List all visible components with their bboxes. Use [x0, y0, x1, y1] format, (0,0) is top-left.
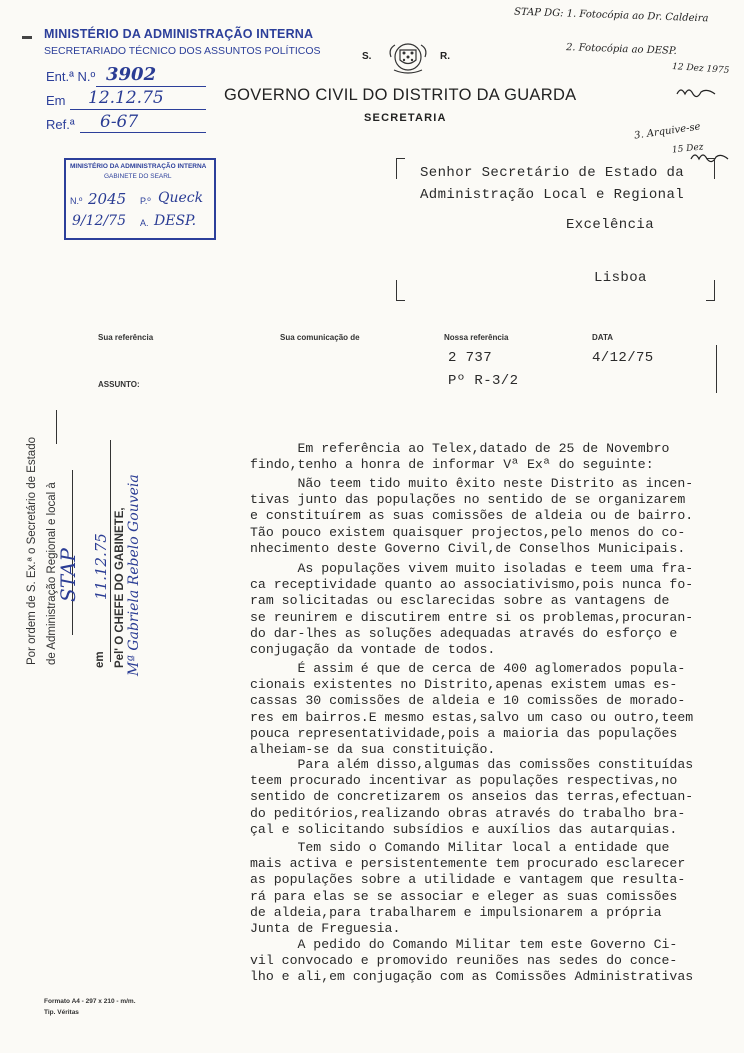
ref-rule: [80, 132, 206, 133]
side-note-rule3: [110, 440, 111, 662]
stamp-date-value: 9/12/75: [72, 213, 126, 229]
body-line: conjugação da vontade de todos.: [250, 642, 496, 658]
body-line: as populações sobre a utilidade e vantagem que resulta-: [250, 872, 686, 888]
body-line: çal e solicitando subsídios e auxílios das autarquias.: [250, 821, 678, 837]
stamp-a-label: A.: [140, 218, 149, 228]
body-line: Para além disso,algumas das comissões constituídas: [250, 757, 694, 772]
body-line: As populações vivem muito isoladas e teem uma fra-: [250, 561, 694, 576]
address-corner-tr: [706, 158, 715, 179]
stamp-gabinete-ministry: MINISTÉRIO DA ADMINISTRAÇÃO INTERNA: [70, 163, 207, 170]
r-mark: R.: [440, 51, 450, 62]
body-line: pouca representatividade,pois a maioria das populações: [250, 725, 678, 741]
body-line: tivas junto das populações no sentido de se organizarem: [250, 492, 686, 508]
body-line: A pedido do Comando Militar tem este Governo Ci-: [250, 937, 678, 952]
body-line: e constituírem as suas comissões de aldeia ou de bairro.: [250, 508, 694, 524]
body-line: sentido de concretizarem os anseios das terras,efectuan-: [250, 789, 694, 805]
data-label: DATA: [592, 333, 614, 342]
ent-value: 3902: [106, 64, 157, 85]
data-value: 4/12/75: [592, 350, 654, 366]
body-line: cionais existentes no Distrito,apenas existem umas es-: [250, 677, 678, 693]
body-paragraph-4: [250, 661, 720, 758]
s-mark: S.: [362, 51, 372, 62]
footer-formato: Formato A4 - 297 x 210 - m/m.: [44, 998, 136, 1005]
side-note-line1: Por ordem de S. Ex.ª o Secretário de Estado: [26, 437, 38, 665]
refs-right-bracket: [712, 345, 717, 393]
body-line: teem procurado incentivar as populações respectivas,no: [250, 773, 678, 789]
stamp-p-value: Queck: [158, 190, 204, 206]
address-corner-br: [706, 280, 715, 301]
side-note-hand-stap: STAP: [56, 548, 80, 602]
side-note-em: em: [94, 651, 106, 668]
em-value: 12.12.75: [88, 88, 164, 108]
body-line: do dar-lhes as soluções adequadas através do esforço e: [250, 625, 678, 641]
side-note-signature: Mª Gabriela Rebelo Gouveia: [126, 474, 142, 676]
address-corner-bl: [396, 280, 405, 301]
page-title: GOVERNO CIVIL DO DISTRITO DA GUARDA: [224, 86, 577, 104]
stamp-no-label: N.º: [70, 196, 83, 206]
annotation-line2: 2. Fotocópia ao DESP.: [565, 42, 677, 57]
hole-punch-mark: [22, 36, 32, 39]
stamp-secretariat: SECRETARIADO TÉCNICO DOS ASSUNTOS POLÍTICOS: [44, 45, 321, 57]
body-line: findo,tenho a honra de informar Vª Exª do seguinte:: [250, 457, 654, 473]
body-line: ram solicitadas ou esclarecidas sobre as vantagens de: [250, 593, 670, 609]
nossa-referencia-label: Nossa referência: [444, 333, 509, 342]
addressee-line1: Senhor Secretário de Estado da: [420, 165, 685, 181]
body-line: cassas 30 comissões de aldeia e 10 comissões de morado-: [250, 693, 686, 709]
stamp-gabinete: [64, 158, 216, 240]
annotation-date1: 12 Dez 1975: [671, 62, 730, 76]
side-note-hand-date: 11.12.75: [92, 533, 110, 600]
stamp-gabinete-name: GABINETE DO SEARL: [104, 173, 172, 180]
addressee-line3: Excelência: [566, 217, 655, 233]
body-line: res em bairros.E mesmo estas,salvo um caso ou outro,teem: [250, 709, 694, 725]
body-line: se reunirem e discutirem entre si os problemas,procuran-: [250, 609, 694, 625]
stamp-a-value: DESP.: [154, 213, 197, 229]
ref-value: 6-67: [100, 112, 139, 132]
footer-tip: Tip. Véritas: [44, 1009, 79, 1016]
body-paragraph-5: [250, 757, 720, 838]
body-paragraph-7: [250, 937, 720, 986]
assunto-label: ASSUNTO:: [98, 380, 140, 389]
side-note-rule1: [56, 410, 57, 444]
body-paragraph-2: [250, 476, 720, 557]
sua-referencia-label: Sua referência: [98, 333, 154, 342]
body-paragraph-6: [250, 840, 720, 937]
sua-comunicacao-label: Sua comunicação de: [280, 333, 360, 342]
stamp-p-label: P.º: [140, 196, 151, 206]
page-subtitle: SECRETARIA: [364, 112, 447, 124]
annotation-initials1: [676, 86, 718, 105]
body-paragraph-3: [250, 561, 720, 658]
nossa-referencia-value2: Pº R-3/2: [448, 373, 519, 389]
body-line: Não teem tido muito êxito neste Distrito as incen-: [250, 476, 694, 491]
body-paragraph-1: [250, 441, 720, 473]
annotation-line1: STAP DG: 1. Fotocópia ao Dr. Caldeira: [513, 6, 709, 25]
body-line: vil convocado e promovido reuniões nas sedes do conce-: [250, 953, 678, 969]
ref-label: Ref.ª: [46, 117, 75, 132]
side-note-line2: de Administração Regional e local à: [46, 482, 58, 665]
side-note-chefe: Pel' O CHEFE DO GABINETE,: [114, 507, 126, 668]
body-line: lho e ali,em conjugação com as Comissões Administrativas: [250, 969, 694, 985]
body-line: ca receptividade quanto ao associativismo,pois nunca fo-: [250, 577, 694, 593]
body-line: do peditórios,realizando obras através do trabalho bra-: [250, 805, 686, 821]
addressee-line2: Administração Local e Regional: [420, 187, 685, 203]
body-line: nhecimento deste Governo Civil,de Conselhos Municipais.: [250, 540, 686, 556]
body-line: Junta de Freguesia.: [250, 921, 401, 937]
body-line: mais activa e persistentemente tem procurado esclarecer: [250, 856, 686, 872]
stamp-no-value: 2045: [88, 190, 127, 208]
body-line: Tem sido o Comando Militar local a entidade que: [250, 840, 670, 855]
ent-rule: [96, 86, 206, 87]
coat-of-arms: [386, 38, 430, 81]
body-line: Em referência ao Telex,datado de 25 de Novembro: [250, 441, 670, 456]
address-corner-tl: [396, 158, 405, 179]
body-line: É assim é que de cerca de 400 aglomerados popula-: [250, 661, 686, 676]
annotation-line3: 3. Arquive-se: [633, 121, 702, 142]
ent-label: Ent.ª N.º: [46, 69, 96, 84]
body-line: rá para elas se se associar e eleger as suas comissões: [250, 888, 678, 904]
body-line: alheiam-se da sua constituição.: [250, 742, 496, 758]
annotation-date2: 15 Dez: [671, 142, 705, 156]
em-label: Em: [46, 93, 66, 108]
em-rule: [70, 109, 206, 110]
body-line: Tão pouco existem quaisquer projectos,pelo menos do co-: [250, 524, 686, 540]
stamp-ministry: MINISTÉRIO DA ADMINISTRAÇÃO INTERNA: [44, 27, 314, 41]
body-line: de aldeia,para trabalharem e impulsionarem a própria: [250, 904, 662, 920]
addressee-line4: Lisboa: [594, 270, 647, 286]
nossa-referencia-value1: 2 737: [448, 350, 493, 366]
